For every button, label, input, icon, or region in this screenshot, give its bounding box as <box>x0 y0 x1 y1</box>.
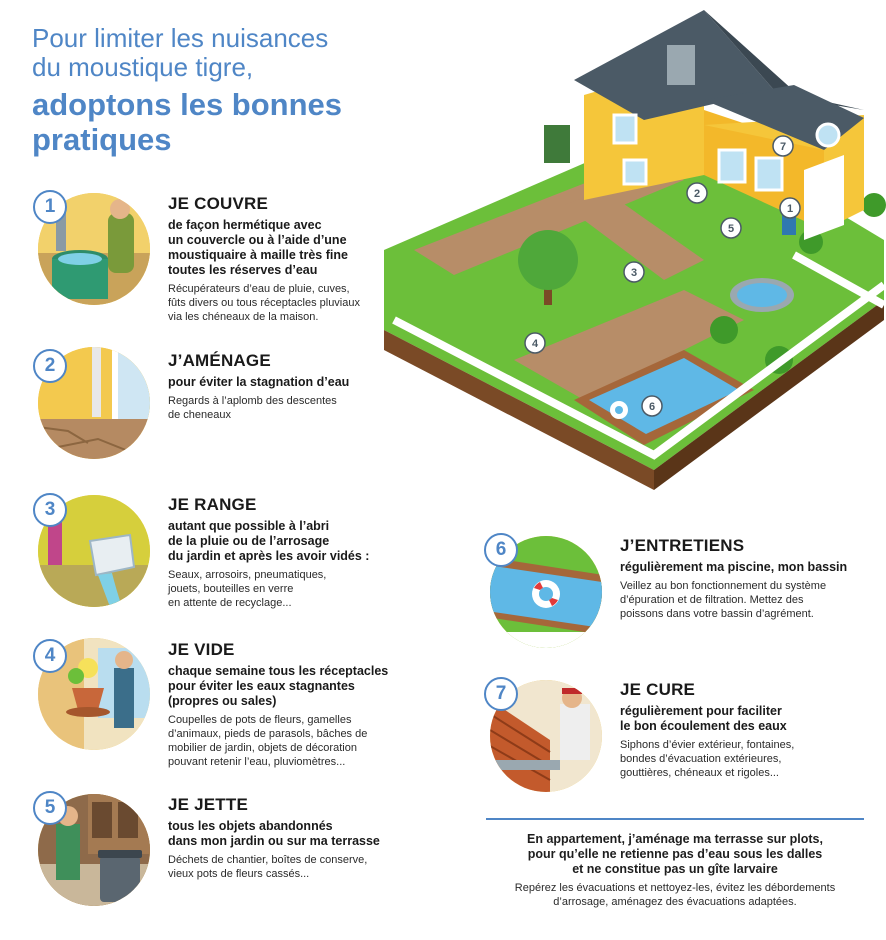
svg-text:1: 1 <box>786 203 794 215</box>
step-lead: tous les objets abandonnés dans mon jardin ou sur ma terrasse <box>168 819 380 848</box>
apartment-divider <box>486 818 864 820</box>
step-number-badge: 2 <box>33 349 67 383</box>
step-lead: de façon hermétique avec un couvercle ou à l’aide d’une moustiquaire à maille très fine toutes les réserves d’eau <box>168 218 348 277</box>
step-number-badge: 7 <box>484 677 518 711</box>
step-detail: Récupérateurs d’eau de pluie, cuves, fûts divers ou tous réceptacles pluviaux via les chéneaux de la maison. <box>168 283 360 323</box>
svg-text:5: 5 <box>727 223 735 235</box>
apartment-lead: En appartement, j’aménage ma terrasse sur plots, pour qu’elle ne retienne pas d’eau sous les dalles et ne constitue pas un gîte larvaire <box>527 832 823 876</box>
title-line-2: du moustique tigre, <box>32 52 254 82</box>
step-lead: autant que possible à l’abri de la pluie ou de l’arrosage du jardin et après les avoir vidés : <box>168 519 370 563</box>
step-detail: Siphons d’évier extérieur, fontaines, bondes d’évacuation extérieures, gouttières, chéneaux et rigoles... <box>620 739 795 779</box>
svg-text:3: 3 <box>630 267 638 279</box>
step-heading: J’AMÉNAGE <box>168 351 271 370</box>
step-heading: JE CURE <box>620 680 696 699</box>
step-heading: JE VIDE <box>168 640 235 659</box>
step-heading: JE RANGE <box>168 495 257 514</box>
step-detail: Déchets de chantier, boîtes de conserve, vieux pots de fleurs cassés... <box>168 854 368 880</box>
title-line-1: Pour limiter les nuisances <box>32 23 329 53</box>
step-detail: Coupelles de pots de fleurs, gamelles d’animaux, pieds de parasols, bâches de mobilier de jardin, objets de décoration pouvant retenir l’eau, pluviomètres... <box>168 714 368 768</box>
step-heading: JE COUVRE <box>168 194 269 213</box>
step-number-badge: 3 <box>33 493 67 527</box>
svg-text:4: 4 <box>531 338 539 350</box>
step-lead: régulièrement pour faciliter le bon écoulement des eaux <box>620 704 787 733</box>
svg-text:7: 7 <box>779 141 787 153</box>
step-lead: régulièrement ma piscine, mon bassin <box>620 560 848 574</box>
svg-text:2: 2 <box>693 188 701 200</box>
step-number-badge: 6 <box>484 533 518 567</box>
step-heading: J’ENTRETIENS <box>620 536 745 555</box>
page-title <box>32 24 392 157</box>
step-lead: chaque semaine tous les réceptacles pour éviter les eaux stagnantes (propres ou sales) <box>168 664 389 708</box>
step-detail: Regards à l’aplomb des descentes de cheneaux <box>168 395 337 421</box>
apartment-detail: Repérez les évacuations et nettoyez-les, évitez les débordements d’arrosage, aménagez des évacuations adaptées. <box>514 882 836 908</box>
step-number-badge: 5 <box>33 791 67 825</box>
step-detail: Seaux, arrosoirs, pneumatiques, jouets, bouteilles en verre en attente de recyclage... <box>168 569 327 609</box>
title-bold-1: adoptons les bonnes pratiques <box>32 87 343 157</box>
step-lead: pour éviter la stagnation d’eau <box>168 375 350 389</box>
house-garden-illustration <box>384 0 886 502</box>
step-heading: JE JETTE <box>168 795 249 814</box>
step-detail: Veillez au bon fonctionnement du système d’épuration et de filtration. Mettez des poissons dans votre bassin d’agrément. <box>620 580 827 620</box>
step-number-badge: 1 <box>33 190 67 224</box>
svg-text:6: 6 <box>648 401 656 413</box>
step-number-badge: 4 <box>33 639 67 673</box>
